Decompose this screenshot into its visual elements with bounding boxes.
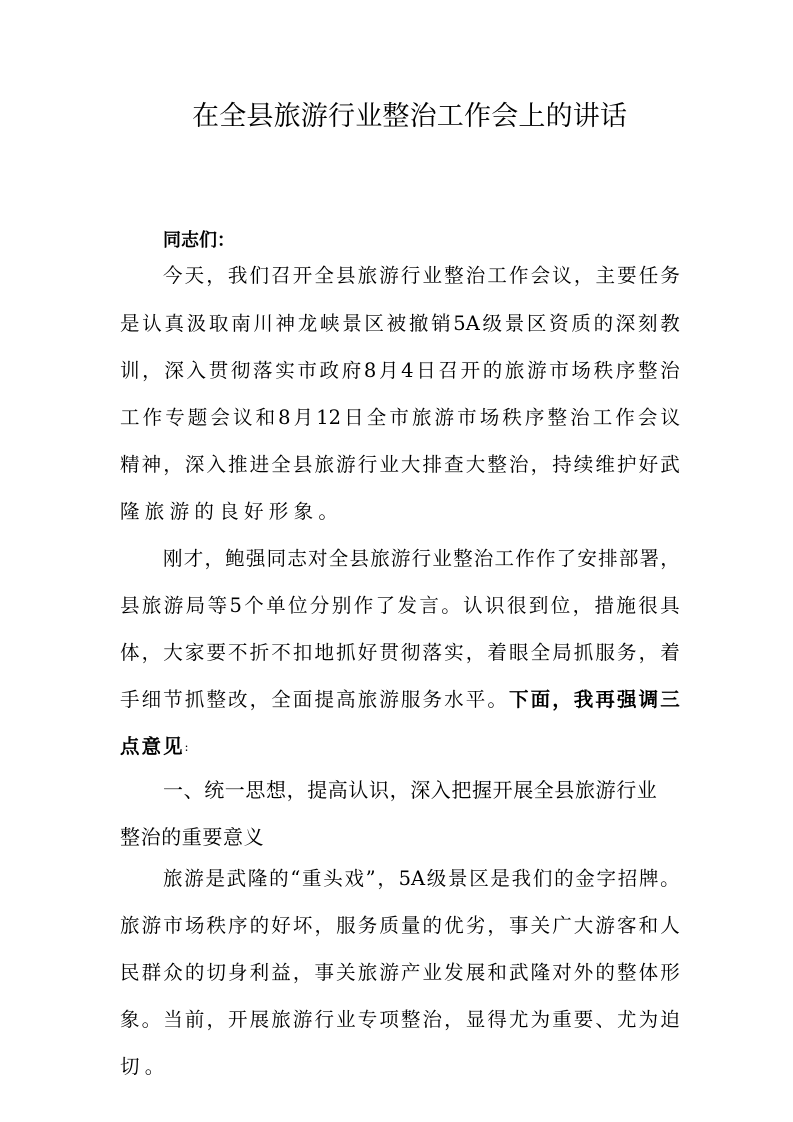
paragraph-1-line-1: 今 天 ， 我 们 召 开 全 县 旅 游 行 业 整 治 工 作 会 议 ， 主 要 任 务 <box>163 264 680 287</box>
paragraph-1-line-2: 是 认 真 汲 取 南 川 神 龙 峡 景 区 被 撤 销 5A 级 景 区 资 质 的 深 刻 教 <box>120 312 680 335</box>
paragraph-2-line-4: 手 细 节 抓 整 改 ， 全 面 提 高 旅 游 服 务 水 平 。 下 面 ， 我 再 强 调 三 <box>120 688 680 711</box>
paragraph-2-line-3: 体 ， 大 家 要 不 折 不 扣 地 抓 好 贯 彻 落 实 ， 着 眼 全 局 抓 服 务 ， 着 <box>120 641 680 664</box>
document-title: 在全县旅游行业整治工作会上的讲话 <box>192 101 628 132</box>
section-paragraph-line-3: 民 群 众 的 切 身 利 益 ， 事 关 旅 游 产 业 发 展 和 武 隆 对 外 的 整 体 形 <box>120 961 680 984</box>
paragraph-2-line-2: 县 旅 游 局 等 5 个 单 位 分 别 作 了 发 言 。 认 识 很 到 位 ， 措 施 很 具 <box>120 594 680 617</box>
paragraph-1-line-6: 隆旅游的良好形象。 <box>120 500 344 523</box>
section-heading-line-1: 一、统一思想，提高认识，深入把握开展全县旅游行业 <box>163 778 658 802</box>
section-paragraph-line-4: 象 。 当 前 ， 开 展 旅 游 行 业 专 项 整 治 ， 显 得 尤 为 重 要 、 尤 为 迫 <box>120 1008 680 1031</box>
section-paragraph-line-5: 切。 <box>120 1055 170 1078</box>
paragraph-2-bold-last: 点意见 <box>120 735 185 758</box>
paragraph-2-line-1: 刚 才 ， 鲍 强 同 志 对 全 县 旅 游 行 业 整 治 工 作 作 了 安 排 部 署 ， <box>163 547 680 570</box>
paragraph-2-line-5 <box>120 733 680 761</box>
section-heading-line-2: 整治的重要意义 <box>120 825 265 849</box>
paragraph-2-colon: : <box>184 740 191 754</box>
paragraph-1-line-3: 训 ， 深 入 贯 彻 落 实 市 政 府 8 月 4 日 召 开 的 旅 游 市 场 秩 序 整 治 <box>120 359 680 382</box>
section-paragraph-line-1: 旅 游 是 武 隆 的 “ 重 头 戏 ” ， 5A 级 景 区 是 我 们 的 金 字 招 牌 。 <box>163 867 680 890</box>
paragraph-1-line-4: 工 作 专 题 会 议 和 8 月 12 日 全 市 旅 游 市 场 秩 序 整 治 工 作 会 议 <box>120 406 680 429</box>
salutation: 同志们： <box>163 230 235 251</box>
section-paragraph-line-2: 旅 游 市 场 秩 序 的 好 坏 ， 服 务 质 量 的 优 劣 ， 事 关 广 大 游 客 和 人 <box>120 914 680 937</box>
paragraph-1-line-5: 精 神 ， 深 入 推 进 全 县 旅 游 行 业 大 排 查 大 整 治 ， 持 续 维 护 好 武 <box>120 453 680 476</box>
